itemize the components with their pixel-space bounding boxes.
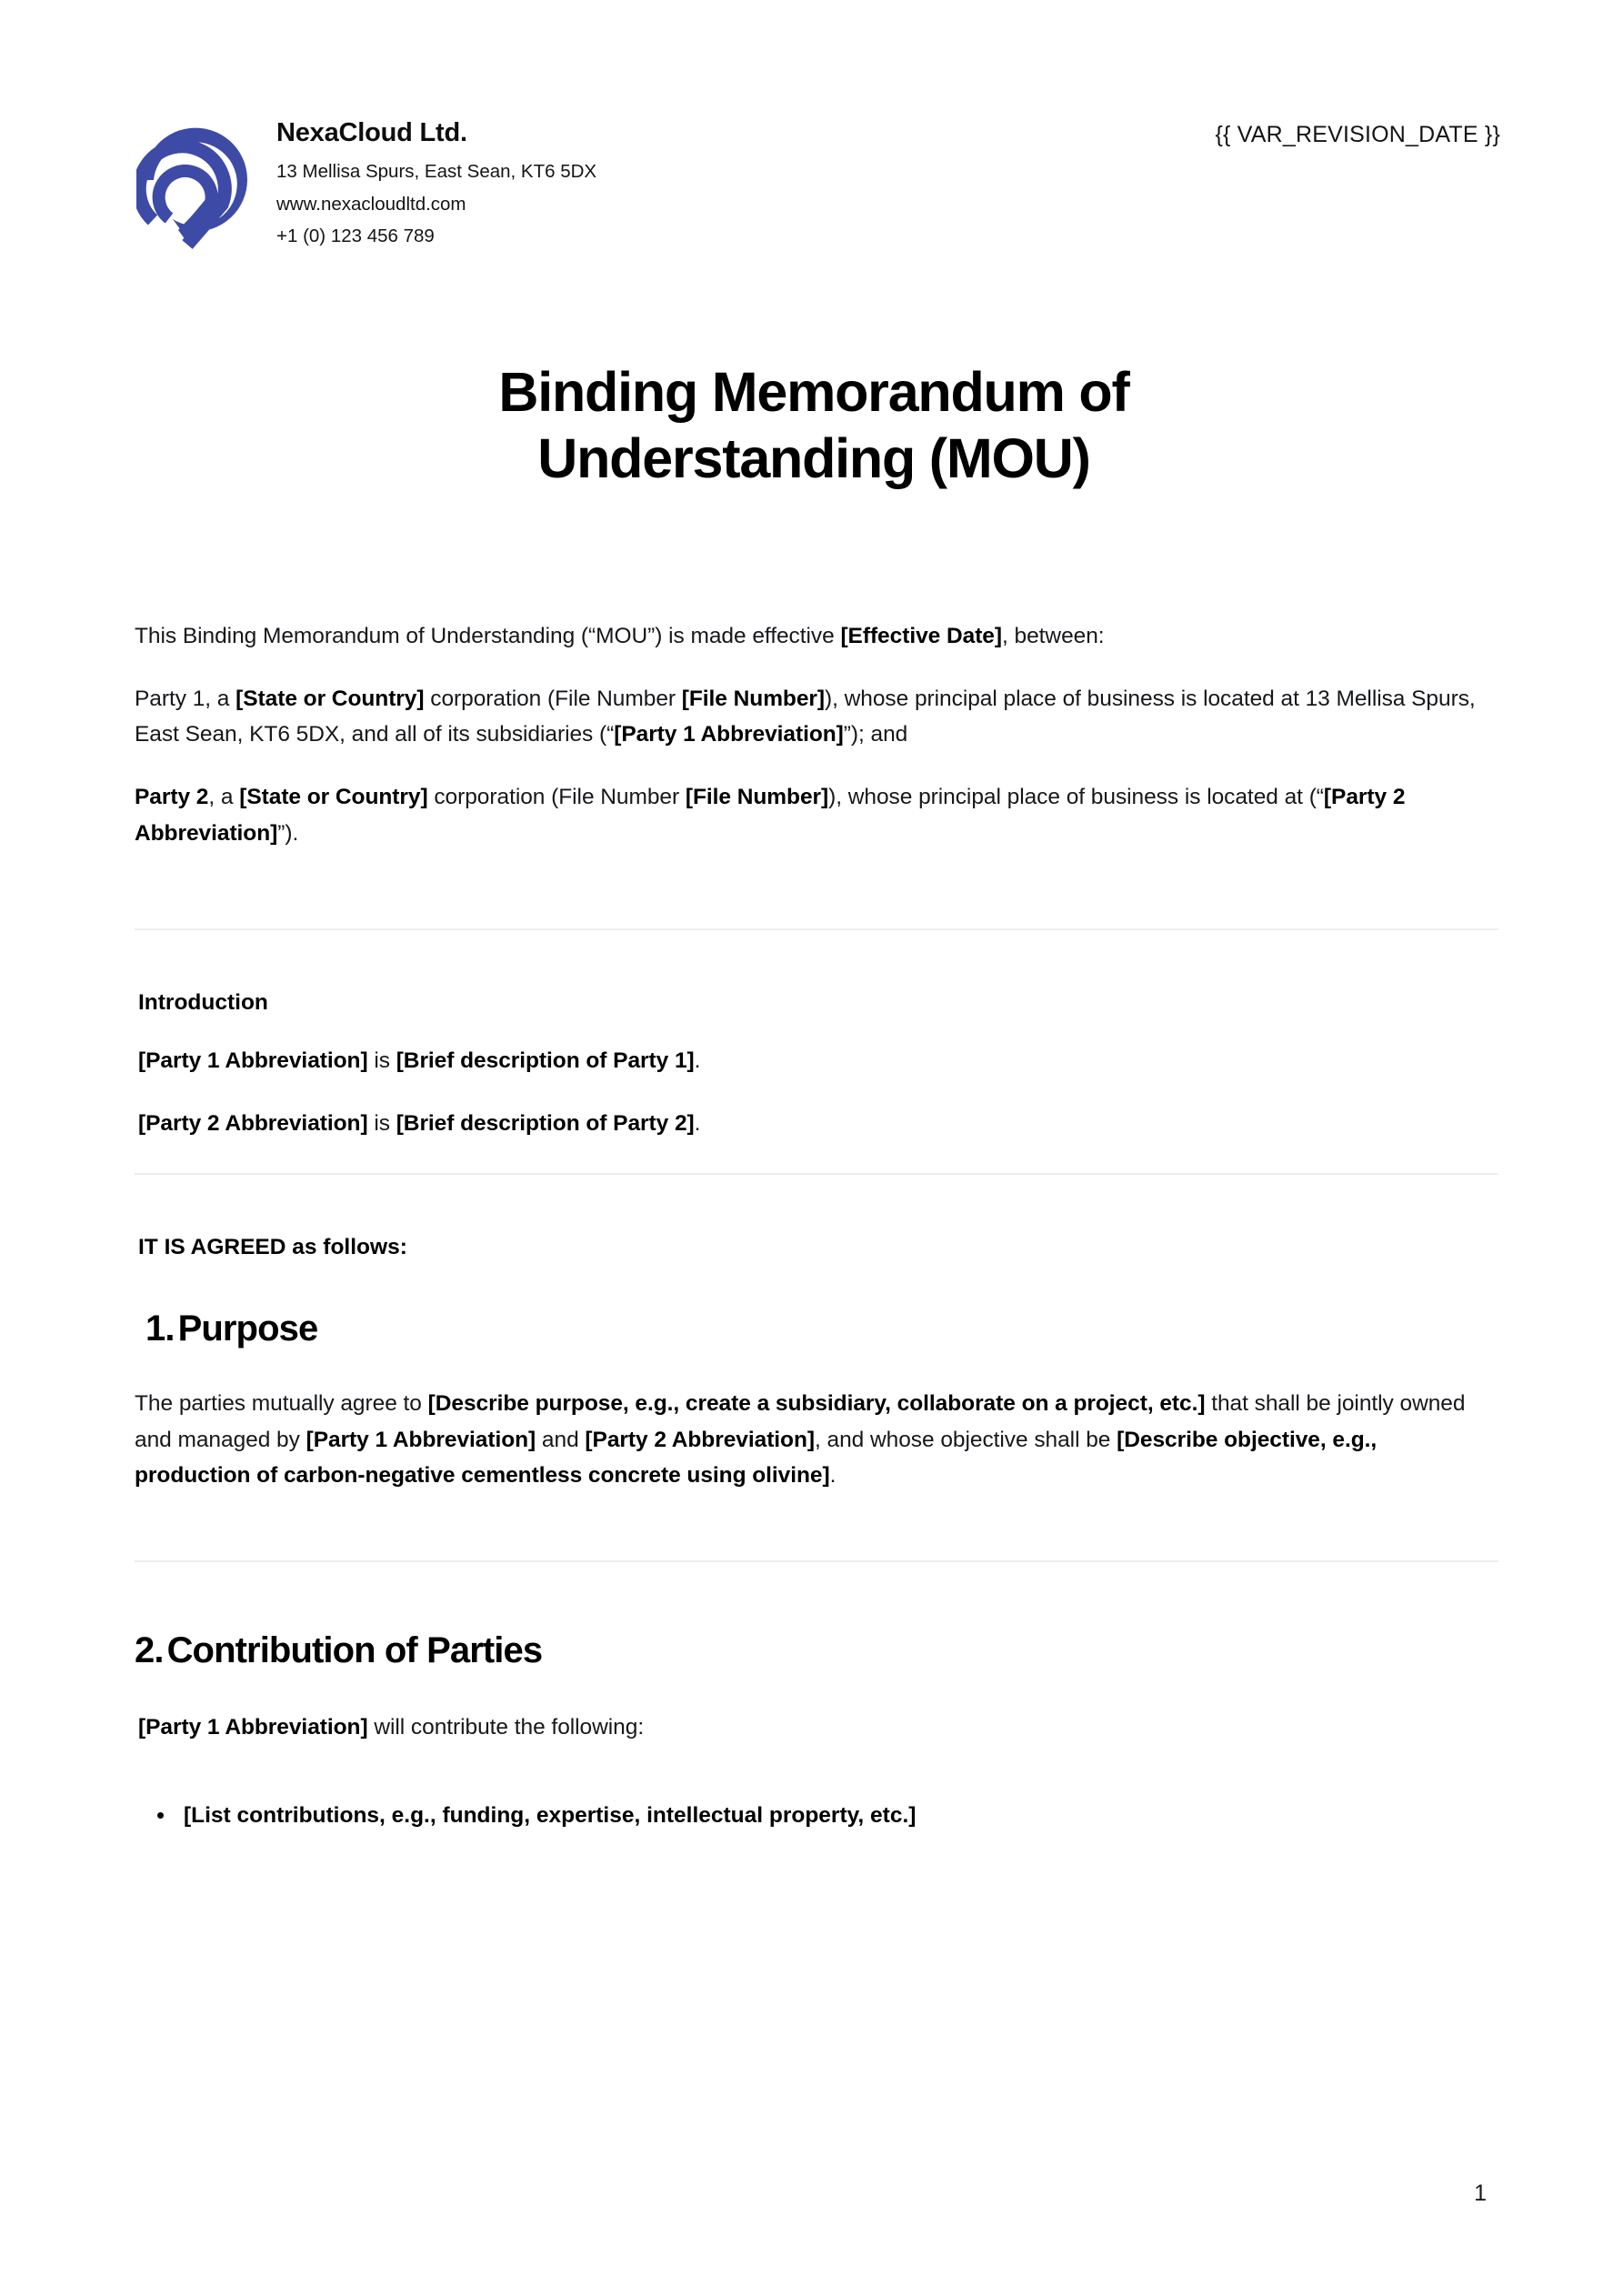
text-run: ), whose principal place of business is located at (“ [828,785,1324,810]
text-run: ”); and [843,722,908,747]
placeholder-party-2-abbreviation: [Party 2 Abbreviation] [138,1111,368,1137]
contribution-list [135,1798,1498,1834]
text-run: is [367,1111,396,1137]
placeholder-effective-date: [Effective Date] [840,624,1002,648]
text-run: , and whose objective shall be [815,1427,1117,1452]
introduction-label: Introduction [138,990,268,1016]
placeholder-party-2-abbreviation: [Party 2 Abbreviation] [585,1427,815,1452]
page-title-line-2: Understanding (MOU) [537,426,1090,489]
text-run: that shall be jointly owned and managed by [135,1390,1466,1452]
revision-date-variable: {{ VAR_REVISION_DATE }} [1215,122,1500,147]
text-run: , between: [1002,624,1105,648]
section-heading-text: Contribution of Parties [166,1629,543,1670]
placeholder-party-1-abbreviation: [Party 1 Abbreviation] [138,1048,368,1074]
spacer [135,1351,1498,1386]
section-heading-purpose [135,1306,1498,1351]
placeholder-describe-objective: [Describe objective, e.g., production of carbon-negative cementless concrete using olivine] [135,1427,1378,1489]
paragraph-effective-date [135,618,1498,655]
spacer [135,1260,1498,1306]
placeholder-file-number: [File Number] [681,686,826,711]
introduction-party-2-line [138,1106,1498,1142]
page-title-line-1: Binding Memorandum of [498,361,1129,423]
company-name: NexaCloud Ltd. [276,118,467,147]
text-run: , a [208,785,240,810]
text-run: corporation (File Number [427,785,686,810]
it-is-agreed-label: IT IS AGREED as follows: [138,1234,407,1259]
paragraph-party-1 [135,681,1498,753]
placeholder-describe-purpose: [Describe purpose, e.g., create a subsidiary, collaborate on a project, etc.] [427,1390,1206,1416]
placeholder-brief-description-party-1: [Brief description of Party 1] [396,1048,695,1074]
spacer [135,1520,1498,1560]
introduction-party-1-line [138,1043,1498,1079]
page-number: 1 [1474,2181,1487,2206]
spacer [135,930,1498,990]
company-address: 13 Mellisa Spurs, East Sean, KT6 5DX [276,161,597,183]
introduction-block [135,990,1498,1141]
section-number: 2. [135,1629,164,1670]
document-body [135,618,1498,1833]
placeholder-party-1-abbreviation: [Party 1 Abbreviation] [138,1714,368,1740]
text-run: This Binding Memorandum of Understanding (“MOU”) is made effective [135,624,841,648]
placeholder-brief-description-party-2: [Brief description of Party 2] [396,1111,695,1137]
text-run: is [367,1048,396,1074]
placeholder-party-2-abbreviation: [Party 2 Abbreviation] [135,785,1406,846]
page-title [136,359,1491,491]
spacer [135,1175,1498,1235]
nexacloud-spiral-logo-icon [136,111,255,256]
spacer [135,1772,1498,1798]
placeholder-party-1-abbreviation: [Party 1 Abbreviation] [306,1427,536,1452]
text-run: . [694,1048,701,1074]
list-item: • [List contributions, e.g., funding, expertise, intellectual property, etc.] [176,1798,1498,1834]
paragraph-party-2 [135,779,1498,851]
text-run: . [694,1111,701,1137]
label-party-2: Party 2 [135,785,209,810]
text-run: The parties mutually agree to [135,1390,428,1416]
placeholder-state-or-country: [State or Country] [239,785,428,810]
section-number: 1. [145,1308,175,1349]
letterhead [136,107,1500,256]
text-run: corporation (File Number [424,686,682,711]
text-run: Party 1, a [135,686,236,711]
paragraph-contribution-lead [135,1709,1498,1746]
text-run: ), whose principal place of business is located at 13 Mellisa Spurs, East Sean, KT6 5DX, and all of its subsidiaries (“ [135,686,1476,747]
text-run: will contribute the following: [367,1714,645,1740]
section-heading-contribution-of-parties [135,1628,1498,1673]
spacer [135,877,1498,928]
spacer [135,1673,1498,1709]
placeholder-party-1-abbreviation: [Party 1 Abbreviation] [614,722,844,747]
text-run: ”). [277,820,299,846]
company-website[interactable]: www.nexacloudltd.com [276,193,466,215]
spacer [135,1142,1498,1173]
placeholder-file-number: [File Number] [685,785,829,810]
section-heading-text: Purpose [177,1308,318,1349]
text-run: and [536,1427,586,1452]
paragraph-purpose [135,1386,1498,1494]
text-run: . [829,1463,837,1489]
placeholder-state-or-country: [State or Country] [235,686,425,711]
company-phone: +1 (0) 123 456 789 [276,225,435,246]
spacer [135,1562,1498,1628]
